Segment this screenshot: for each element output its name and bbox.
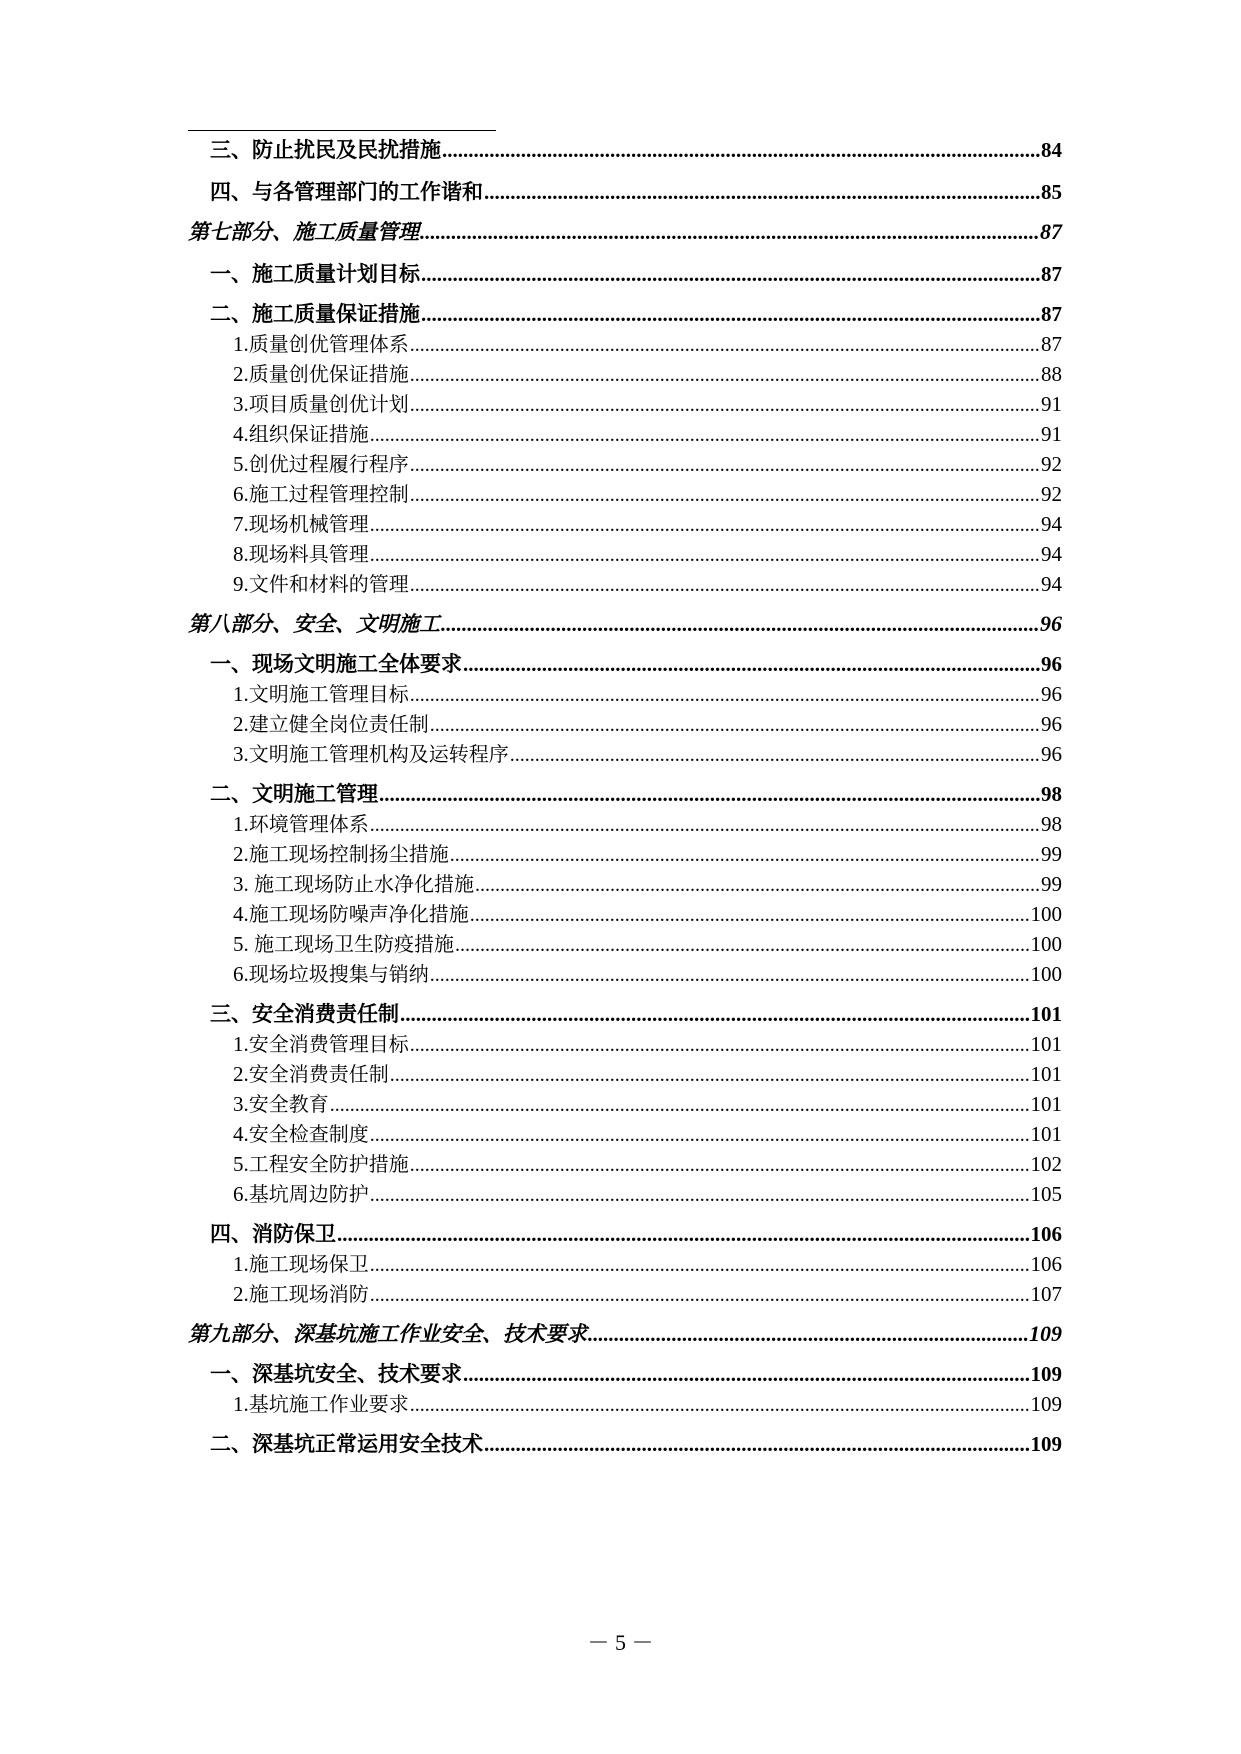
toc-item-entry[interactable] (233, 328, 1062, 357)
toc-entry-title: 一、现场文明施工全体要求 (210, 652, 462, 676)
toc-entry-title: 三、防止扰民及民扰措施 (210, 138, 441, 162)
toc-item-entry[interactable] (233, 1088, 1062, 1117)
toc-item-entry[interactable] (233, 538, 1062, 567)
toc-entry-number: 2. (233, 712, 249, 736)
dot-leader (420, 220, 1039, 245)
toc-page-number: 101 (1030, 1092, 1062, 1116)
toc-entry-number: 4. (233, 422, 249, 446)
toc-page-number: 101 (1030, 1032, 1062, 1056)
toc-entry-title (233, 1058, 389, 1087)
toc-entry-title: 第九部分、深基坑施工作业安全、技术要求 (188, 1321, 587, 1346)
toc-entry-title: 第七部分、施工质量管理 (188, 219, 419, 244)
toc-entry-number: 9. (233, 572, 249, 596)
toc-entry-title: 二、文明施工管理 (210, 782, 378, 806)
toc-entry-title (233, 678, 409, 707)
toc-item-entry[interactable] (233, 388, 1062, 417)
dot-leader (421, 262, 1040, 287)
toc-entry-title (233, 928, 454, 957)
toc-entry-number: 4. (233, 902, 249, 926)
toc-item-entry[interactable] (233, 1118, 1062, 1147)
toc-item-entry[interactable] (233, 678, 1062, 707)
page-number: － 5 － (587, 1630, 654, 1655)
toc-page-number: 92 (1041, 452, 1062, 476)
toc-entry-label: 文明施工管理机构及运转程序 (248, 742, 509, 766)
toc-entry-label: 工程安全防护措施 (248, 1152, 409, 1176)
toc-item-entry[interactable] (233, 418, 1062, 447)
toc-section-entry[interactable] (210, 648, 1062, 678)
toc-entry-title: 二、施工质量保证措施 (210, 302, 420, 326)
toc-page-number: 85 (1041, 180, 1062, 204)
toc-section-entry[interactable] (210, 134, 1062, 164)
toc-entry-title (233, 868, 474, 897)
toc-item-entry[interactable] (233, 1058, 1062, 1087)
toc-page-number: 101 (1030, 1122, 1062, 1146)
toc-part-entry[interactable] (188, 1318, 1062, 1348)
dot-leader (370, 1184, 1030, 1207)
dot-leader (379, 782, 1040, 807)
toc-entry-label: 施工现场保卫 (248, 1252, 369, 1276)
toc-entry-title (233, 708, 429, 737)
toc-page-number: 94 (1041, 572, 1062, 596)
toc-entry-number: 1. (233, 682, 249, 706)
dot-leader (370, 1254, 1030, 1277)
toc-page-number: 87 (1040, 219, 1062, 244)
toc-entry-label: 项目质量创优计划 (248, 392, 409, 416)
toc-item-entry[interactable] (233, 708, 1062, 737)
toc-item-entry[interactable] (233, 1278, 1062, 1307)
toc-entry-title (233, 1388, 409, 1417)
toc-page-number: 91 (1041, 392, 1062, 416)
toc-item-entry[interactable] (233, 508, 1062, 537)
dot-leader (442, 138, 1040, 163)
toc-page-number: 101 (1030, 1062, 1062, 1086)
toc-entry-number: 6. (233, 1182, 249, 1206)
dot-leader (390, 1064, 1030, 1087)
toc-entry-title: 一、深基坑安全、技术要求 (210, 1362, 462, 1386)
dot-leader (450, 844, 1040, 867)
toc-section-entry[interactable] (210, 176, 1062, 206)
dot-leader (410, 394, 1040, 417)
toc-entry-number: 1. (233, 1032, 249, 1056)
toc-entry-number: 3. (233, 872, 254, 896)
toc-page-number: 109 (1030, 1392, 1062, 1416)
toc-entry-label: 施工现场消防 (248, 1282, 369, 1306)
toc-page-number: 96 (1041, 682, 1062, 706)
dot-leader (510, 744, 1040, 767)
toc-page-number: 96 (1041, 712, 1062, 736)
dot-leader (370, 814, 1040, 837)
toc-item-entry[interactable] (233, 898, 1062, 927)
toc-entry-label: 现场垃圾搜集与销纳 (248, 962, 429, 986)
dot-leader (370, 1124, 1030, 1147)
toc-entry-label: 组织保证措施 (248, 422, 369, 446)
dot-leader (410, 574, 1040, 597)
toc-page-number: 96 (1041, 652, 1062, 676)
toc-entry-label: 环境管理体系 (248, 812, 369, 836)
toc-page-number: 96 (1041, 742, 1062, 766)
header-rule (188, 130, 496, 131)
toc-item-entry[interactable] (233, 1028, 1062, 1057)
toc-page-number: 98 (1041, 782, 1062, 806)
toc-item-entry[interactable] (233, 1388, 1062, 1417)
toc-entry-label: 安全教育 (248, 1092, 329, 1116)
toc-item-entry[interactable] (233, 928, 1062, 957)
toc-page-number: 107 (1030, 1282, 1062, 1306)
toc-entry-title (233, 418, 369, 447)
toc-entry-number: 2. (233, 1062, 249, 1086)
toc-item-entry[interactable] (233, 838, 1062, 867)
toc-entry-label: 施工现场防止水净化措施 (254, 872, 474, 896)
toc-page-number: 101 (1030, 1002, 1062, 1026)
dot-leader (470, 904, 1030, 927)
toc-entry-number: 8. (233, 542, 249, 566)
toc-entry-title (233, 538, 369, 567)
toc-entry-title (233, 1278, 369, 1307)
toc-section-entry[interactable] (210, 1358, 1062, 1388)
toc-entry-title (233, 568, 409, 597)
dot-leader (455, 934, 1030, 957)
toc-section-entry[interactable] (210, 1428, 1062, 1458)
toc-entry-label: 施工现场卫生防疫措施 (254, 932, 454, 956)
toc-page-number: 98 (1041, 812, 1062, 836)
toc-section-entry[interactable] (210, 258, 1062, 288)
toc-entry-title (233, 1248, 369, 1277)
toc-entry-number: 5. (233, 1152, 249, 1176)
toc-entry-label: 质量创优管理体系 (248, 332, 409, 356)
dot-leader (370, 514, 1040, 537)
toc-item-entry[interactable] (233, 448, 1062, 477)
toc-entry-label: 建立健全岗位责任制 (248, 712, 429, 736)
toc-section-entry[interactable] (210, 998, 1062, 1028)
toc-entry-title (233, 958, 429, 987)
toc-section-entry[interactable] (210, 298, 1062, 328)
toc-entry-title (233, 808, 369, 837)
toc-entry-title: 二、深基坑正常运用安全技术 (210, 1432, 483, 1456)
toc-entry-number: 3. (233, 392, 249, 416)
toc-entry-number: 1. (233, 812, 249, 836)
dot-leader (430, 964, 1030, 987)
toc-page-number: 100 (1030, 902, 1062, 926)
toc-page-number: 91 (1041, 422, 1062, 446)
toc-item-entry[interactable] (233, 478, 1062, 507)
toc-entry-title: 一、施工质量计划目标 (210, 262, 420, 286)
toc-entry-label: 文件和材料的管理 (248, 572, 409, 596)
toc-entry-title (233, 328, 409, 357)
toc-entry-title (233, 1148, 409, 1177)
toc-section-entry[interactable] (210, 778, 1062, 808)
toc-item-entry[interactable] (233, 1148, 1062, 1177)
toc-item-entry[interactable] (233, 868, 1062, 897)
toc-page-number: 94 (1041, 512, 1062, 536)
toc-entry-number: 6. (233, 482, 249, 506)
toc-item-entry[interactable] (233, 738, 1062, 767)
toc-page-number: 106 (1030, 1222, 1062, 1246)
toc-page-number: 109 (1030, 1432, 1062, 1456)
toc-entry-number: 2. (233, 362, 249, 386)
toc-page-number: 106 (1030, 1252, 1062, 1276)
toc-part-entry[interactable] (188, 608, 1062, 638)
toc-entry-title (233, 508, 369, 537)
toc-section-entry[interactable] (210, 1218, 1062, 1248)
toc-page-number: 100 (1030, 962, 1062, 986)
dot-leader (410, 364, 1040, 387)
dot-leader (410, 1034, 1030, 1057)
toc-page-number: 100 (1030, 932, 1062, 956)
toc-part-entry[interactable] (188, 216, 1062, 246)
toc-page-number: 99 (1041, 872, 1062, 896)
dot-leader (410, 1394, 1030, 1417)
dot-leader (410, 454, 1040, 477)
toc-item-entry[interactable] (233, 958, 1062, 987)
toc-entry-label: 施工过程管理控制 (248, 482, 409, 506)
dot-leader (410, 684, 1040, 707)
toc-entry-title (233, 898, 469, 927)
toc-entry-number: 6. (233, 962, 249, 986)
dot-leader (484, 180, 1040, 205)
toc-entry-label: 安全消费管理目标 (248, 1032, 409, 1056)
toc-entry-title (233, 838, 449, 867)
dot-leader (370, 1284, 1030, 1307)
toc-page-number: 87 (1041, 332, 1062, 356)
dot-leader (410, 484, 1040, 507)
toc-item-entry[interactable] (233, 1178, 1062, 1207)
dot-leader (370, 544, 1040, 567)
toc-entry-label: 创优过程履行程序 (248, 452, 409, 476)
dot-leader (370, 424, 1040, 447)
toc-entry-number: 1. (233, 1252, 249, 1276)
toc-page-number: 84 (1041, 138, 1062, 162)
toc-page-number: 109 (1030, 1362, 1062, 1386)
toc-entry-label: 基坑施工作业要求 (248, 1392, 409, 1416)
dot-leader (430, 714, 1040, 737)
dot-leader (421, 302, 1040, 327)
toc-entry-label: 质量创优保证措施 (248, 362, 409, 386)
dot-leader (588, 1322, 1028, 1347)
toc-entry-title (233, 1088, 329, 1117)
toc-entry-label: 施工现场控制扬尘措施 (248, 842, 449, 866)
toc-entry-title: 四、消防保卫 (210, 1222, 336, 1246)
toc-entry-number: 5. (233, 452, 249, 476)
toc-entry-number: 3. (233, 1092, 249, 1116)
toc-entry-label: 现场料具管理 (248, 542, 369, 566)
dot-leader (337, 1222, 1030, 1247)
toc-entry-title: 四、与各管理部门的工作谐和 (210, 180, 483, 204)
dot-leader (463, 1362, 1030, 1387)
toc-entry-label: 施工现场防噪声净化措施 (248, 902, 469, 926)
toc-page-number: 102 (1030, 1152, 1062, 1176)
toc-entry-label: 基坑周边防护 (248, 1182, 369, 1206)
toc-page-number: 88 (1041, 362, 1062, 386)
toc-entry-label: 现场机械管理 (248, 512, 369, 536)
toc-entry-label: 安全检查制度 (248, 1122, 369, 1146)
toc-entry-title (233, 738, 509, 767)
toc-page-number: 92 (1041, 482, 1062, 506)
toc-page-number: 99 (1041, 842, 1062, 866)
toc-entry-title: 第八部分、安全、文明施工 (188, 611, 440, 636)
toc-entry-title: 三、安全消费责任制 (210, 1002, 399, 1026)
toc-entry-number: 3. (233, 742, 249, 766)
toc-page-number: 96 (1040, 611, 1062, 636)
dot-leader (330, 1094, 1030, 1117)
toc-entry-number: 4. (233, 1122, 249, 1146)
toc-entry-label: 安全消费责任制 (248, 1062, 389, 1086)
toc-entry-title (233, 1178, 369, 1207)
dot-leader (400, 1002, 1030, 1027)
dot-leader (441, 612, 1039, 637)
dot-leader (463, 652, 1040, 677)
toc-entry-title (233, 1118, 369, 1147)
dot-leader (484, 1432, 1030, 1457)
toc-entry-number: 7. (233, 512, 249, 536)
toc-page-number: 105 (1030, 1182, 1062, 1206)
dot-leader (410, 1154, 1030, 1177)
toc-entry-title (233, 1028, 409, 1057)
toc-entry-label: 文明施工管理目标 (248, 682, 409, 706)
toc-page-number: 87 (1041, 302, 1062, 326)
toc-page-number: 109 (1029, 1321, 1062, 1346)
toc-item-entry[interactable] (233, 1248, 1062, 1277)
toc-item-entry[interactable] (233, 358, 1062, 387)
dot-leader (410, 334, 1040, 357)
toc-entry-number: 1. (233, 332, 249, 356)
dot-leader (475, 874, 1040, 897)
toc-entry-title (233, 478, 409, 507)
toc-entry-title (233, 448, 409, 477)
toc-entry-title (233, 358, 409, 387)
toc-entry-title (233, 388, 409, 417)
toc-page-number: 94 (1041, 542, 1062, 566)
toc-item-entry[interactable] (233, 568, 1062, 597)
toc-entry-number: 5. (233, 932, 254, 956)
toc-page-number: 87 (1041, 262, 1062, 286)
toc-entry-number: 2. (233, 842, 249, 866)
toc-entry-number: 2. (233, 1282, 249, 1306)
toc-entry-number: 1. (233, 1392, 249, 1416)
toc-item-entry[interactable] (233, 808, 1062, 837)
